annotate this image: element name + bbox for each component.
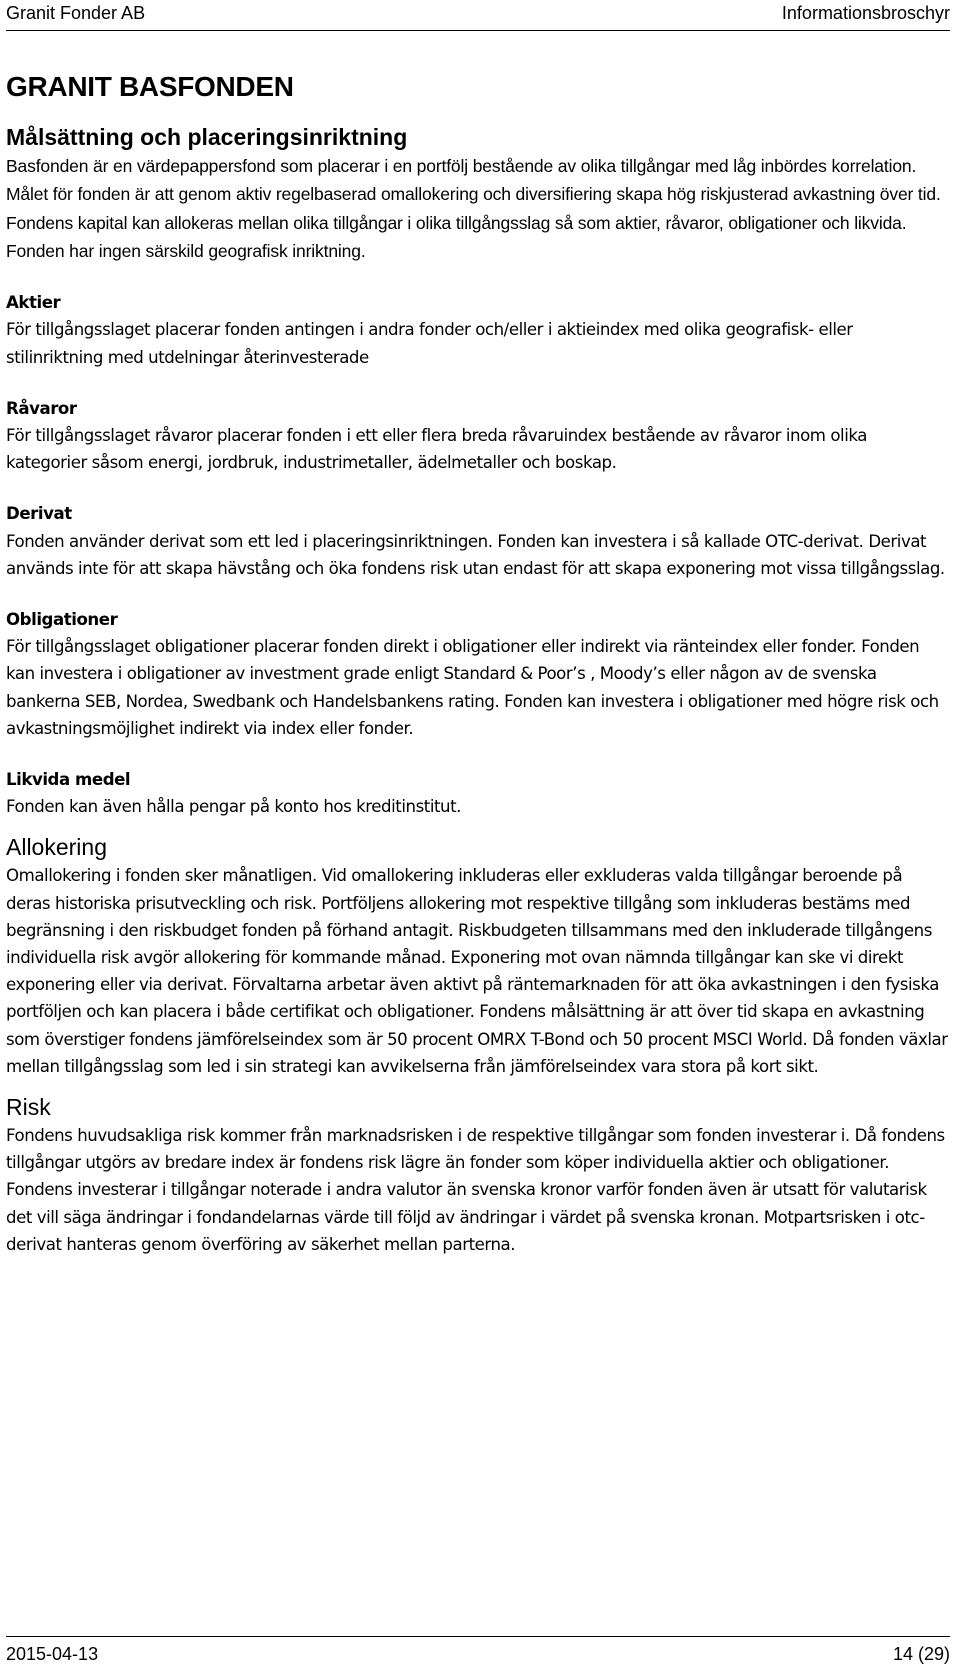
asset-text: Fonden kan även hålla pengar på konto hos kreditinstitut. bbox=[6, 797, 461, 817]
risk-heading: Risk bbox=[6, 1094, 51, 1121]
asset-section-likvida-medel bbox=[6, 766, 951, 820]
asset-heading: Obligationer bbox=[6, 610, 118, 630]
asset-section-derivat bbox=[6, 500, 951, 582]
footer-date: 2015-04-13 bbox=[6, 1644, 99, 1664]
footer-page-number: 14 (29) bbox=[892, 1644, 950, 1664]
asset-heading: Likvida medel bbox=[6, 770, 131, 790]
asset-section-ravaror bbox=[6, 395, 951, 477]
asset-text: Fonden använder derivat som ett led i placeringsinriktningen. Fonden kan investera i så kallade OTC-derivat. Derivat används inte för att skapa hävstång och öka fondens risk utan endast för att skapa exponering mot vissa tillgångsslag. bbox=[6, 531, 945, 578]
asset-heading: Aktier bbox=[6, 293, 61, 313]
page-header bbox=[6, 0, 950, 31]
asset-section-obligationer bbox=[6, 606, 951, 742]
header-doc-type: Informationsbroschyr bbox=[781, 3, 950, 23]
page-content bbox=[6, 64, 951, 1258]
risk-text: Fondens huvudsakliga risk kommer från marknadsrisken i de respektive tillgångar som fonden investerar i. Då fondens tillgångar utgörs av bredare index är fondens risk lägre än fonder som köper individuella aktier och obligationer. Fondens investerar i tillgångar noterade i andra valutor än svenska kronor varför fonden även är utsatt för valutarisk det vill säga ändringar i fondandelarnas värde till följd av ändringar i värdet på svenska kronan. Motpartsrisken i otc-derivat hanteras genom överföring av säkerhet mellan parterna. bbox=[6, 1126, 945, 1254]
allocation-text: Omallokering i fonden sker månatligen. Vid omallokering inkluderas eller exkluderas valda tillgångar beroende på deras historiska prisutveckling och risk. Portföljens allokering mot respektive tillgång som inkluderas bestäms med begränsning i den riskbudget fonden på förhand antagit. Riskbudgeten tillsammans med den inkluderade tillgångens individuella risk avgör allokering för kommande månad. Exponering mot ovan nämnda tillgångar kan ske vi direkt exponering eller via derivat. Förvaltarna arbetar även aktivt på räntemarknaden för att öka avkastningen i den fysiska portföljen och kan placera i både certifikat och obligationer. Fondens målsättning är att över tid skapa en avkastning som överstiger fondens jämförelseindex som är 50 procent OMRX T-Bond och 50 procent MSCI World. Då fonden växlar mellan tillgångsslag som led i sin strategi kan avvikelserna från jämförelseindex vara stora på kort sikt. bbox=[6, 866, 948, 1076]
header-company: Granit Fonder AB bbox=[6, 3, 146, 23]
page-footer bbox=[6, 1636, 950, 1669]
asset-heading: Råvaror bbox=[6, 398, 77, 418]
asset-section-aktier bbox=[6, 289, 951, 371]
asset-heading: Derivat bbox=[6, 504, 72, 524]
asset-text: För tillgångsslaget placerar fonden antingen i andra fonder och/eller i aktieindex med olika geografisk- eller stilinriktning med utdelningar återinvesterade bbox=[6, 320, 853, 367]
asset-text: För tillgångsslaget råvaror placerar fonden i ett eller flera breda råvaruindex bestående av råvaror inom olika kategorier såsom energi, jordbruk, industrimetaller, ädelmetaller och boskap. bbox=[6, 426, 867, 473]
goal-text: Basfonden är en värdepappersfond som placerar i en portfölj bestående av olika tillgångar med låg inbördes korrelation. Målet för fonden är att genom aktiv regelbaserad omallokering och diversifiering skapa hög riskjusterad avkastning över tid. Fondens kapital kan allokeras mellan olika tillgångar i olika tillgångsslag så som aktier, råvaror, obligationer och likvida. Fonden har ingen särskild geografisk inriktning. bbox=[6, 156, 941, 261]
fund-title: GRANIT BASFONDEN bbox=[6, 71, 294, 102]
allocation-heading: Allokering bbox=[6, 834, 107, 861]
goal-heading: Målsättning och placeringsinriktning bbox=[6, 124, 408, 150]
asset-text: För tillgångsslaget obligationer placerar fonden direkt i obligationer eller indirekt via ränteindex eller fonder. Fonden kan investera i obligationer av investment grade enligt Standard & Poor’s , Moody’s eller någon av de svenska bankerna SEB, Nordea, Swedbank och Handelsbankens rating. Fonden kan investera i obligationer med högre risk och avkastningsmöjlighet indirekt via index eller fonder. bbox=[6, 637, 939, 738]
